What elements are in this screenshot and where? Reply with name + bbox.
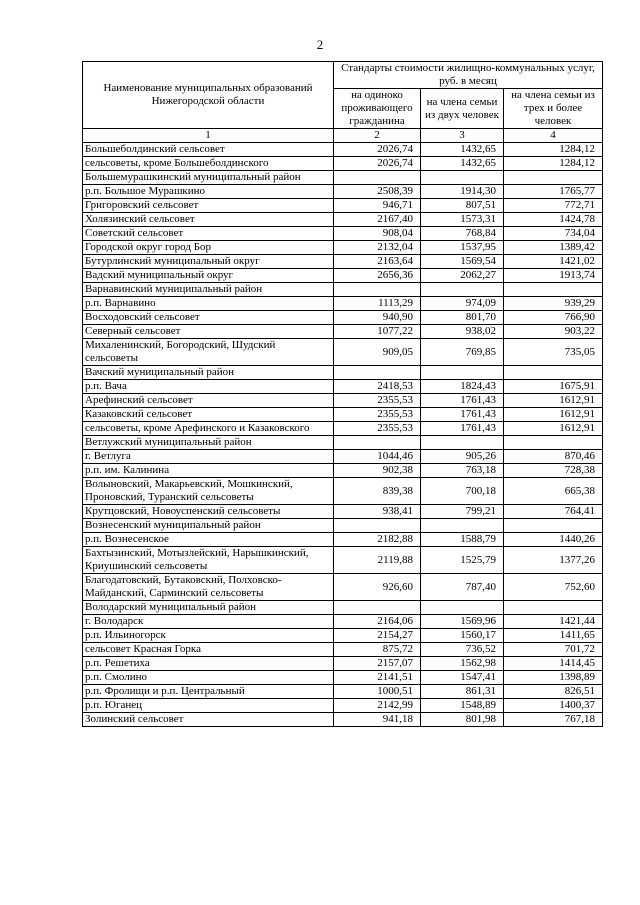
table-row	[83, 533, 603, 547]
three-plus-column-header: на члена семьи из трех и более человек	[504, 89, 603, 129]
cost-value-cell: 2167,40	[334, 213, 421, 227]
municipality-name-cell: р.п. Большое Мурашкино	[83, 185, 334, 199]
municipality-name-cell: Арефинский сельсовет	[83, 394, 334, 408]
cost-value-cell: 1432,65	[421, 143, 504, 157]
cost-value-cell: 2141,51	[334, 671, 421, 685]
municipality-name-cell: Володарский муниципальный район	[83, 601, 334, 615]
cost-value-cell	[421, 171, 504, 185]
cost-value-cell: 2182,88	[334, 533, 421, 547]
cost-value-cell: 2508,39	[334, 185, 421, 199]
table-row	[83, 408, 603, 422]
cost-value-cell: 946,71	[334, 199, 421, 213]
municipality-name-cell: р.п. Варнавино	[83, 297, 334, 311]
table-row	[83, 615, 603, 629]
cost-value-cell: 938,41	[334, 505, 421, 519]
cost-value-cell: 861,31	[421, 685, 504, 699]
table-row	[83, 213, 603, 227]
municipality-name-cell: Бахтызинский, Мотызлейский, Нарышкинский, Криушинский сельсоветы	[83, 547, 334, 574]
cost-value-cell: 2132,04	[334, 241, 421, 255]
cost-value-cell: 764,41	[504, 505, 603, 519]
cost-value-cell: 735,05	[504, 339, 603, 366]
cost-value-cell: 1914,30	[421, 185, 504, 199]
table-row	[83, 311, 603, 325]
municipality-name-cell: Волыновский, Макарьевский, Мошкинский, Проновский, Туранский сельсоветы	[83, 478, 334, 505]
municipality-name-cell: Казаковский сельсовет	[83, 408, 334, 422]
table-row	[83, 450, 603, 464]
cost-value-cell: 1761,43	[421, 408, 504, 422]
cost-value-cell: 1432,65	[421, 157, 504, 171]
table-row	[83, 464, 603, 478]
table-row	[83, 157, 603, 171]
cost-value-cell: 1675,91	[504, 380, 603, 394]
cost-value-cell: 752,60	[504, 574, 603, 601]
municipality-name-cell: р.п. Юганец	[83, 699, 334, 713]
cost-value-cell: 1761,43	[421, 394, 504, 408]
cost-value-cell: 940,90	[334, 311, 421, 325]
municipality-name-cell: р.п. Смолино	[83, 671, 334, 685]
table-row	[83, 657, 603, 671]
cost-value-cell: 875,72	[334, 643, 421, 657]
cost-value-cell: 1547,41	[421, 671, 504, 685]
cost-value-cell	[421, 283, 504, 297]
table-row	[83, 297, 603, 311]
municipality-name-cell: Большемурашкинский муниципальный район	[83, 171, 334, 185]
cost-value-cell: 909,05	[334, 339, 421, 366]
cost-value-cell: 1765,77	[504, 185, 603, 199]
cost-value-cell: 1612,91	[504, 422, 603, 436]
cost-value-cell: 700,18	[421, 478, 504, 505]
cost-value-cell: 1077,22	[334, 325, 421, 339]
municipality-name-cell: Советский сельсовет	[83, 227, 334, 241]
table-row	[83, 643, 603, 657]
cost-value-cell: 767,18	[504, 713, 603, 727]
cost-value-cell: 763,18	[421, 464, 504, 478]
cost-value-cell: 1044,46	[334, 450, 421, 464]
municipality-name-cell: Михаленинский, Богородский, Шудский сельсоветы	[83, 339, 334, 366]
table-row	[83, 143, 603, 157]
cost-value-cell: 1569,96	[421, 615, 504, 629]
cost-value-cell: 2157,07	[334, 657, 421, 671]
cost-value-cell: 902,38	[334, 464, 421, 478]
cost-standards-group-header: Стандарты стоимости жилищно-коммунальных услуг, руб. в месяц	[334, 62, 603, 89]
municipality-name-cell: г. Володарск	[83, 615, 334, 629]
table-row	[83, 394, 603, 408]
table-row	[83, 629, 603, 643]
cost-value-cell: 2355,53	[334, 408, 421, 422]
cost-value-cell: 974,09	[421, 297, 504, 311]
cost-value-cell: 1424,78	[504, 213, 603, 227]
municipality-name-cell: р.п. Ильиногорск	[83, 629, 334, 643]
cost-value-cell: 1548,89	[421, 699, 504, 713]
municipality-name-cell: Золинский сельсовет	[83, 713, 334, 727]
cost-value-cell: 939,29	[504, 297, 603, 311]
cost-value-cell	[334, 171, 421, 185]
municipality-column-header: Наименование муниципальных образований Нижегородской области	[83, 62, 334, 129]
municipality-name-cell: сельсоветы, кроме Большеболдинского	[83, 157, 334, 171]
table-row	[83, 713, 603, 727]
cost-value-cell: 1569,54	[421, 255, 504, 269]
cost-value-cell: 2355,53	[334, 422, 421, 436]
cost-value-cell: 2163,64	[334, 255, 421, 269]
municipality-name-cell: Варнавинский муниципальный район	[83, 283, 334, 297]
table-row	[83, 241, 603, 255]
municipality-name-cell: Вознесенский муниципальный район	[83, 519, 334, 533]
page-number: 2	[316, 37, 324, 52]
cost-value-cell: 2062,27	[421, 269, 504, 283]
cost-value-cell: 1525,79	[421, 547, 504, 574]
cost-value-cell	[421, 519, 504, 533]
cost-value-cell: 701,72	[504, 643, 603, 657]
table-row	[83, 519, 603, 533]
table-row	[83, 380, 603, 394]
table-row	[83, 199, 603, 213]
cost-value-cell: 1284,12	[504, 157, 603, 171]
cost-value-cell: 1588,79	[421, 533, 504, 547]
column-index: 1	[83, 129, 334, 143]
municipality-name-cell: Восходовский сельсовет	[83, 311, 334, 325]
table-row	[83, 699, 603, 713]
cost-value-cell: 799,21	[421, 505, 504, 519]
table-row	[83, 671, 603, 685]
cost-value-cell: 1400,37	[504, 699, 603, 713]
table-row	[83, 505, 603, 519]
municipality-name-cell: р.п. им. Калинина	[83, 464, 334, 478]
municipality-name-cell: Большеболдинский сельсовет	[83, 143, 334, 157]
column-index: 2	[334, 129, 421, 143]
cost-value-cell: 905,26	[421, 450, 504, 464]
municipality-name-cell: Крутцовский, Новоуспенский сельсоветы	[83, 505, 334, 519]
municipality-name-cell: Холязинский сельсовет	[83, 213, 334, 227]
cost-value-cell: 2355,53	[334, 394, 421, 408]
table-row	[83, 547, 603, 574]
cost-value-cell: 1573,31	[421, 213, 504, 227]
table-row	[83, 422, 603, 436]
table-row	[83, 574, 603, 601]
table-row	[83, 185, 603, 199]
cost-value-cell: 1113,29	[334, 297, 421, 311]
cost-value-cell: 938,02	[421, 325, 504, 339]
cost-value-cell: 1440,26	[504, 533, 603, 547]
municipality-name-cell: р.п. Вознесенское	[83, 533, 334, 547]
cost-value-cell: 665,38	[504, 478, 603, 505]
municipality-name-cell: Вачский муниципальный район	[83, 366, 334, 380]
cost-value-cell: 2026,74	[334, 143, 421, 157]
table-row	[83, 685, 603, 699]
cost-value-cell: 2026,74	[334, 157, 421, 171]
cost-value-cell: 1761,43	[421, 422, 504, 436]
table-row	[83, 227, 603, 241]
table-row	[83, 171, 603, 185]
table-row	[83, 325, 603, 339]
single-resident-column-header: на одиноко проживающего гражданина	[334, 89, 421, 129]
municipality-name-cell: Северный сельсовет	[83, 325, 334, 339]
municipality-name-cell: Городской округ город Бор	[83, 241, 334, 255]
cost-value-cell: 766,90	[504, 311, 603, 325]
table-row	[83, 601, 603, 615]
municipality-name-cell: Вадский муниципальный округ	[83, 269, 334, 283]
municipality-name-cell: г. Ветлуга	[83, 450, 334, 464]
cost-value-cell: 908,04	[334, 227, 421, 241]
cost-value-cell: 2418,53	[334, 380, 421, 394]
cost-value-cell: 787,40	[421, 574, 504, 601]
cost-value-cell	[504, 519, 603, 533]
cost-value-cell: 736,52	[421, 643, 504, 657]
municipality-name-cell: р.п. Решетиха	[83, 657, 334, 671]
column-index: 3	[421, 129, 504, 143]
cost-value-cell: 839,38	[334, 478, 421, 505]
table-row	[83, 366, 603, 380]
cost-value-cell	[504, 171, 603, 185]
cost-value-cell: 903,22	[504, 325, 603, 339]
municipality-name-cell: Бутурлинский муниципальный округ	[83, 255, 334, 269]
municipality-name-cell: р.п. Вача	[83, 380, 334, 394]
cost-value-cell: 870,46	[504, 450, 603, 464]
cost-value-cell	[334, 283, 421, 297]
cost-value-cell: 1537,95	[421, 241, 504, 255]
cost-value-cell: 1560,17	[421, 629, 504, 643]
cost-value-cell	[334, 601, 421, 615]
municipality-name-cell: сельсоветы, кроме Арефинского и Казаковского	[83, 422, 334, 436]
municipality-name-cell: Ветлужский муниципальный район	[83, 436, 334, 450]
cost-value-cell: 1284,12	[504, 143, 603, 157]
cost-value-cell: 728,38	[504, 464, 603, 478]
cost-value-cell: 1377,26	[504, 547, 603, 574]
cost-value-cell: 1562,98	[421, 657, 504, 671]
cost-value-cell: 1421,44	[504, 615, 603, 629]
two-person-column-header: на члена семьи из двух человек	[421, 89, 504, 129]
cost-value-cell: 2154,27	[334, 629, 421, 643]
municipality-name-cell: Благодатовский, Бутаковский, Полховско-Майданский, Сарминский сельсоветы	[83, 574, 334, 601]
cost-value-cell: 1411,65	[504, 629, 603, 643]
cost-value-cell	[504, 436, 603, 450]
municipality-name-cell: р.п. Фролищи и р.п. Центральный	[83, 685, 334, 699]
cost-value-cell: 2656,36	[334, 269, 421, 283]
municipality-name-cell: Григоровский сельсовет	[83, 199, 334, 213]
table-row	[83, 269, 603, 283]
table-row	[83, 436, 603, 450]
cost-value-cell	[334, 366, 421, 380]
cost-value-cell: 772,71	[504, 199, 603, 213]
cost-value-cell	[504, 366, 603, 380]
cost-value-cell: 1389,42	[504, 241, 603, 255]
cost-value-cell: 1421,02	[504, 255, 603, 269]
cost-value-cell	[334, 519, 421, 533]
cost-value-cell: 1612,91	[504, 408, 603, 422]
cost-value-cell: 801,98	[421, 713, 504, 727]
cost-value-cell: 2164,06	[334, 615, 421, 629]
column-index: 4	[504, 129, 603, 143]
cost-value-cell: 2119,88	[334, 547, 421, 574]
table-row	[83, 339, 603, 366]
cost-value-cell: 768,84	[421, 227, 504, 241]
cost-value-cell: 769,85	[421, 339, 504, 366]
table-row	[83, 255, 603, 269]
cost-value-cell: 1398,89	[504, 671, 603, 685]
table-row	[83, 478, 603, 505]
municipality-name-cell: сельсовет Красная Горка	[83, 643, 334, 657]
cost-value-cell: 1612,91	[504, 394, 603, 408]
cost-value-cell: 734,04	[504, 227, 603, 241]
cost-value-cell: 826,51	[504, 685, 603, 699]
cost-value-cell	[421, 601, 504, 615]
cost-value-cell: 1414,45	[504, 657, 603, 671]
cost-value-cell: 1824,43	[421, 380, 504, 394]
cost-value-cell: 2142,99	[334, 699, 421, 713]
cost-value-cell: 1000,51	[334, 685, 421, 699]
table-body	[83, 143, 603, 727]
cost-value-cell: 941,18	[334, 713, 421, 727]
cost-value-cell	[504, 601, 603, 615]
cost-value-cell	[421, 436, 504, 450]
cost-value-cell: 801,70	[421, 311, 504, 325]
cost-value-cell	[504, 283, 603, 297]
housing-cost-standards-table	[82, 61, 603, 727]
cost-value-cell: 807,51	[421, 199, 504, 213]
cost-value-cell: 1913,74	[504, 269, 603, 283]
table-row	[83, 283, 603, 297]
cost-value-cell	[334, 436, 421, 450]
cost-value-cell: 926,60	[334, 574, 421, 601]
cost-value-cell	[421, 366, 504, 380]
